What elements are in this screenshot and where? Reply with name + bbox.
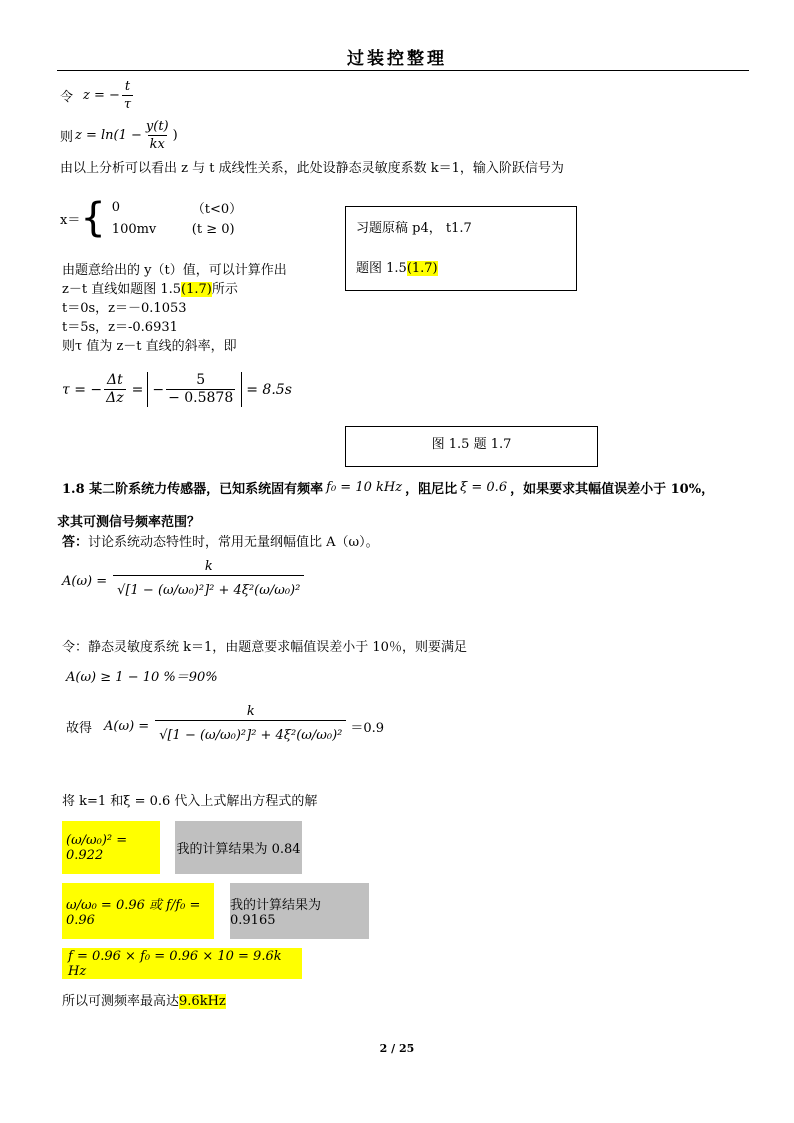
eq-gude-fraction [155,703,346,750]
eq2-prefix: 则 [60,130,74,145]
equation-amplitude-ratio [62,558,306,605]
page-header-title: 过装控整理 [347,49,447,69]
para2-line-3: t＝0s，z＝－0.1053 [62,301,187,316]
answer-line [62,531,379,550]
eq-tau-num1: Δt [106,372,123,388]
result-1-note [175,821,302,874]
eq2-den: kx [149,137,165,152]
equation-z-ln [60,118,178,153]
piecewise-row-2 [112,218,242,240]
q18-line1-a: 1.8 某二阶系统力传感器，已知系统固有频率 [62,482,324,497]
conclusion-line [62,990,226,1009]
note-box-line-2 [356,257,438,276]
eq-tau-den2: − 0.5878 [168,390,234,406]
eq1-lhs: z = − [83,88,120,103]
result-1-note-text: 我的计算结果为 0.84 [176,842,301,857]
eq1-prefix: 令 [60,90,74,105]
answer-text: 讨论系统动态特性时，常用无量纲幅值比 A（ω）。 [88,535,379,550]
eq1-fraction [122,78,133,113]
eq2-close: ) [172,128,178,143]
para2-line-2 [62,280,287,299]
piecewise-row1-condition: （t<0） [191,201,243,217]
piecewise-input [60,196,242,240]
note-box-figure [345,426,598,467]
result-2-equation [62,883,214,939]
paragraph-substitute: 将 k=1 和ξ = 0.6 代入上式解出方程式的解 [62,794,318,809]
result-1-eq: (ω/ω₀)² = 0.922 [66,832,128,863]
eq-tau-num2: 5 [196,372,206,388]
eq-tau-mid: = [131,381,144,398]
eq1-num: t [124,79,131,94]
q18-xi: ξ = 0.6 [460,480,508,495]
answer-label: 答： [62,535,89,550]
para2-line2-prefix: z－t 直线如题图 1.5 [62,282,182,297]
equation-inequality: A(ω) ≥ 1 − 10 %＝90% [66,670,218,685]
result-3-equation [62,948,302,979]
eq2-num: y(t) [145,119,169,134]
left-brace-icon: { [80,195,106,241]
piecewise-row2-value: 100mv [111,221,157,237]
eq-tau-fraction-2 [166,372,235,407]
paragraph-condition: 令：静态灵敏度系统 k＝1，由题意要求幅值误差小于 10％，则要满足 [62,640,467,655]
conclusion-prefix: 所以可测频率最高达 [62,994,180,1009]
conclusion-highlight: 9.6kHz [179,994,226,1009]
note-box-line2-prefix: 题图 1.5 [356,261,407,276]
piecewise-row-1 [112,196,242,218]
eq-tau-fraction-1 [104,372,126,407]
eq-A-num: k [204,559,213,574]
para2-line2-highlight: (1.7) [181,282,212,297]
piecewise-row1-value: 0 [111,199,121,215]
equation-tau [62,372,292,407]
paragraph-linear-relation: 由以上分析可以看出 z 与 t 成线性关系，此处设静态灵敏度系数 k＝1，输入阶跃信号为 [60,161,564,176]
result-2-note [230,883,369,939]
para2-line-5: 则τ 值为 z－t 直线的斜率，即 [62,339,237,354]
eq-A-den: √[1 − (ω/ω₀)²]² + 4ξ²(ω/ω₀)² [113,575,304,605]
eq-gude-prefix: 故得 [66,721,93,736]
page-number: 2 / 25 [379,1042,415,1055]
question-1-8-line-2: 求其可测信号频率范围？ [57,515,201,530]
eq-gude-num: k [246,704,255,719]
piecewise-row2-condition: (t ≥ 0) [191,221,235,237]
equation-therefore [66,703,384,750]
note-box-figure-text: 图 1.5 题 1.7 [431,437,512,452]
piecewise-rows [112,196,242,240]
equation-z-t [60,78,135,113]
eq-A-lhs: A(ω) = [62,574,108,589]
eq-tau-rhs: = 8.5s [246,381,292,398]
eq-tau-abs: − $\frac{5}{- 0.5878}$ [147,372,242,407]
q18-line1-c: ，如果要求其幅值误差小于 10%， [510,482,715,497]
eq-gude-lhs: A(ω) = [104,719,150,734]
piecewise-lhs: x＝ [60,212,81,228]
header-rule [57,70,749,71]
q18-f0: f₀ = 10 kHz [326,480,403,495]
result-2-note-text: 我的计算结果为 0.9165 [230,898,322,928]
note-box-source [345,206,577,291]
paragraph-calculation [62,261,287,356]
para2-line-1: 由题意给出的 y（t）值，可以计算作出 [62,263,287,278]
result-1-equation [62,821,160,874]
eq-gude-den: √[1 − (ω/ω₀)²]² + 4ξ²(ω/ω₀)² [155,720,346,750]
result-3-eq: f = 0.96 × f₀ = 0.96 × 10 = 9.6k Hz [68,948,282,979]
note-box-line2-highlight: (1.7) [406,261,438,276]
eq-gude-rhs: ＝0.9 [350,721,385,736]
para2-line-4: t＝5s，z＝-0.6931 [62,320,178,335]
eq-tau-lhs: τ = − [62,381,103,398]
eq2-lhs: z = ln(1 − [75,128,142,143]
result-2-eq: ω/ω₀ = 0.96 或 f/f₀ = 0.96 [66,898,201,928]
eq1-den: τ [123,97,132,112]
note-box-line-1: 习题原稿 p4， t1.7 [356,221,472,236]
eq2-fraction [144,118,171,153]
q18-line1-b: ，阻尼比 [405,482,458,497]
eq-A-fraction [113,558,304,605]
eq-tau-den1: Δz [106,390,124,406]
question-1-8-line-1 [62,478,714,497]
para2-line2-suffix: 所示 [211,282,238,297]
